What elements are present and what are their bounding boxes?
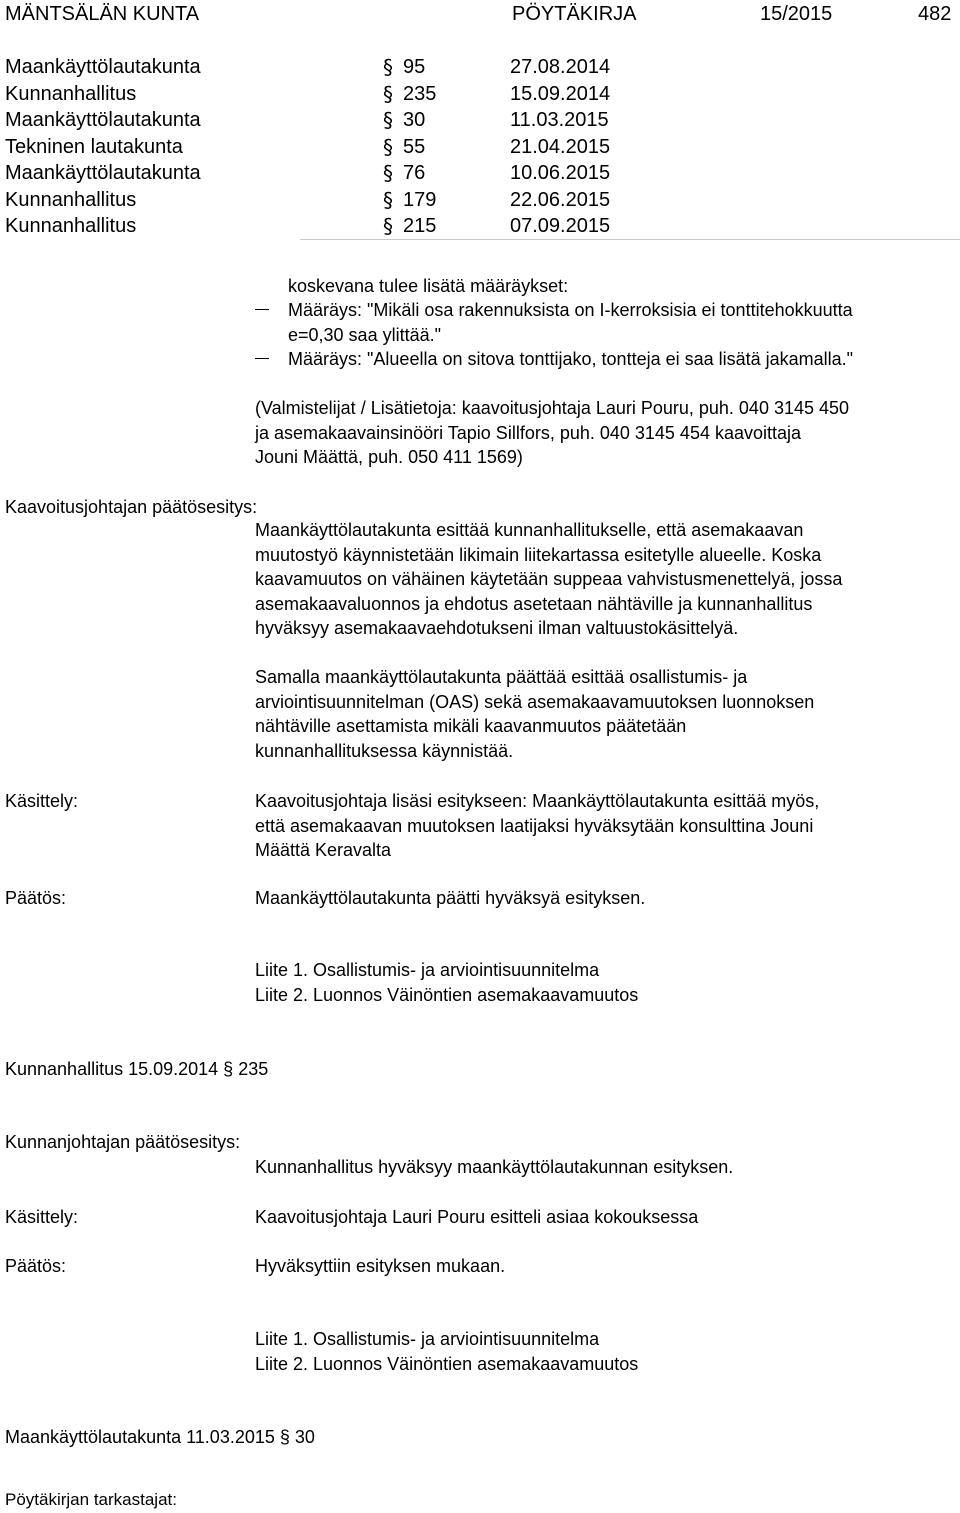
proposal-line: kunnanhallituksessa käynnistää.	[255, 740, 514, 761]
preparers-info	[255, 396, 960, 470]
protocol-number: 15/2015	[760, 3, 833, 25]
dash-bullet	[255, 358, 269, 359]
history-body: Tekninen lautakunta	[5, 136, 183, 158]
proposal-line: Samalla maankäyttölautakunta päättää esittää osallistumis- ja	[255, 667, 748, 687]
section-sign: §	[383, 188, 393, 212]
handling-line: Kaavoitusjohtaja lisäsi esitykseen: Maankäyttölautakunta esittää myös,	[255, 791, 820, 811]
kh-proposal-text: Kunnanhallitus hyväksyy maankäyttölautakunnan esityksen.	[255, 1157, 734, 1177]
history-number: 95	[403, 56, 426, 78]
history-number: 215	[403, 215, 437, 237]
section-heading: Maankäyttölautakunta 11.03.2015 § 30	[5, 1427, 315, 1447]
proposal-paragraph	[255, 665, 960, 763]
kh-proposal-label: Kunnanjohtajan päätösesitys:	[5, 1132, 241, 1152]
document-type: PÖYTÄKIRJA	[512, 3, 637, 25]
handling-text: Kaavoitusjohtaja Lauri Pouru esitteli asiaa kokouksessa	[255, 1207, 699, 1227]
preparers-line: Jouni Määttä, puh. 050 411 1569)	[255, 447, 523, 467]
regulation-line: Määräys: "Mikäli osa rakennuksista on I-kerroksisia ei tonttitehokkuutta	[288, 300, 853, 320]
handling-line: Määttä Keravalta	[255, 840, 392, 860]
section-sign: §	[383, 161, 393, 185]
history-date: 15.09.2014	[510, 83, 611, 105]
history-number: 179	[403, 189, 437, 211]
footer-label: Pöytäkirjan tarkastajat:	[5, 1490, 177, 1509]
regulation-line: e=0,30 saa ylittää."	[288, 324, 441, 345]
history-number: 235	[403, 83, 437, 105]
history-date: 27.08.2014	[510, 56, 611, 78]
proposal-line: kaavamuutos on vähäinen käytetään suppeaa vahvistusmenettelyä, jossa	[255, 569, 843, 589]
attachment-item: Liite 1. Osallistumis- ja arviointisuunnitelma	[255, 960, 600, 980]
section-sign: §	[383, 135, 393, 159]
attachment-item: Liite 2. Luonnos Väinöntien asemakaavamuutos	[255, 984, 639, 1005]
section-heading: Kunnanhallitus 15.09.2014 § 235	[5, 1059, 269, 1079]
decision-label: Päätös:	[5, 1256, 67, 1276]
history-body: Kunnanhallitus	[5, 189, 137, 211]
history-date: 07.09.2015	[510, 215, 611, 237]
history-divider	[300, 239, 960, 240]
section-sign: §	[383, 214, 393, 238]
preparers-line: (Valmistelijat / Lisätietoja: kaavoitusjohtaja Lauri Pouru, puh. 040 3145 450	[255, 398, 850, 418]
history-body: Maankäyttölautakunta	[5, 56, 201, 78]
municipality-name: MÄNTSÄLÄN KUNTA	[5, 3, 200, 25]
handling-label: Käsittely:	[5, 791, 79, 811]
proposal-line: asemakaavaluonnos ja ehdotus asetetaan nähtäville ja kunnanhallitus	[255, 593, 813, 614]
regulation-line: Määräys: "Alueella on sitova tonttijako, tontteja ei saa lisätä jakamalla."	[288, 349, 854, 369]
preparers-line: ja asemakaavainsinööri Tapio Sillfors, puh. 040 3145 454 kaavoittaja	[255, 422, 802, 443]
proposal-line: muutostyö käynnistetään likimain liitekartassa esitetylle alueelle. Koska	[255, 544, 822, 565]
history-number: 76	[403, 162, 426, 184]
history-date: 21.04.2015	[510, 136, 611, 158]
handling-line: että asemakaavan muutoksen laatijaksi hyväksytään konsulttina Jouni	[255, 815, 814, 836]
history-date: 22.06.2015	[510, 189, 611, 211]
section-sign: §	[383, 82, 393, 106]
attachments-list	[255, 958, 960, 1007]
section-sign: §	[383, 108, 393, 132]
attachment-item: Liite 2. Luonnos Väinöntien asemakaavamuutos	[255, 1353, 639, 1374]
history-number: 30	[403, 109, 426, 131]
history-date: 11.03.2015	[510, 109, 609, 131]
decision-text: Maankäyttölautakunta päätti hyväksyä esityksen.	[255, 888, 646, 908]
history-body: Maankäyttölautakunta	[5, 109, 201, 131]
handling-text	[255, 789, 960, 863]
proposal-line: arviointisuunnitelman (OAS) sekä asemakaavamuutoksen luonnoksen	[255, 691, 815, 712]
section-sign: §	[383, 55, 393, 79]
history-body: Kunnanhallitus	[5, 83, 137, 105]
decision-text: Hyväksyttiin esityksen mukaan.	[255, 1256, 506, 1276]
history-body: Kunnanhallitus	[5, 215, 137, 237]
proposal-paragraph	[255, 518, 960, 641]
page-number: 482	[918, 3, 952, 25]
attachments-list	[255, 1327, 960, 1376]
dash-bullet	[255, 309, 269, 310]
history-number: 55	[403, 136, 426, 158]
regulations-intro: koskevana tulee lisätä määräykset:	[288, 276, 569, 296]
proposal-line: nähtäville asettamista mikäli kaavanmuutos päätetään	[255, 716, 687, 736]
handling-label: Käsittely:	[5, 1207, 79, 1227]
history-date: 10.06.2015	[510, 162, 611, 184]
proposal-line: hyväksyy asemakaavaehdotukseni ilman valtuustokäsittelyä.	[255, 618, 739, 638]
history-body: Maankäyttölautakunta	[5, 162, 201, 184]
decision-label: Päätös:	[5, 888, 67, 908]
proposal-line: Maankäyttölautakunta esittää kunnanhallitukselle, että asemakaavan	[255, 520, 804, 540]
proposal-label: Kaavoitusjohtajan päätösesitys:	[5, 497, 258, 517]
attachment-item: Liite 1. Osallistumis- ja arviointisuunnitelma	[255, 1329, 600, 1349]
